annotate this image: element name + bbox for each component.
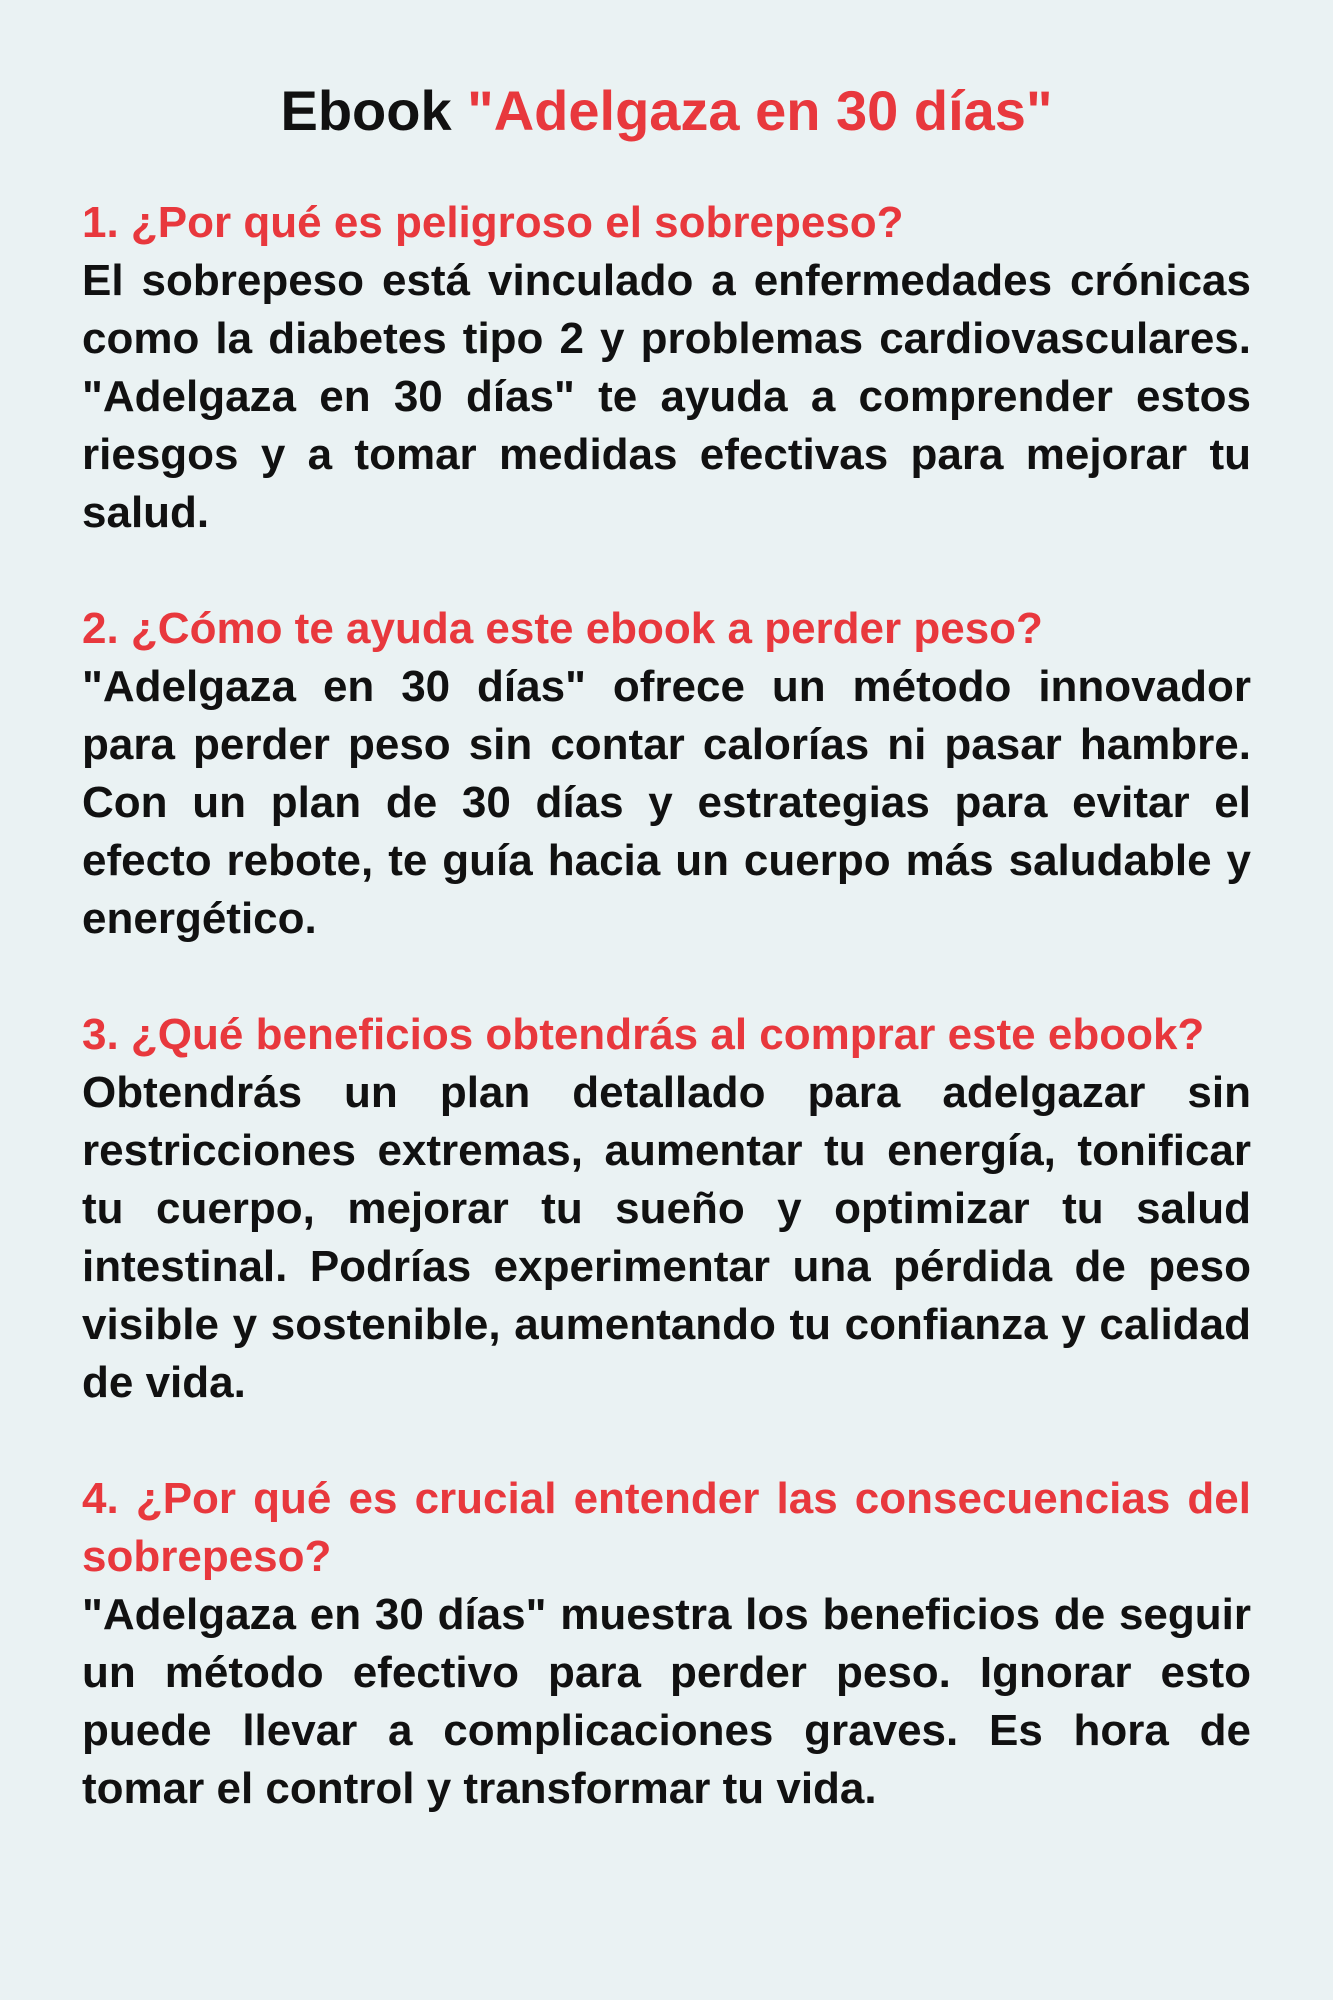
section-body: Obtendrás un plan detallado para adelgazar sin restricciones extremas, aumentar tu energía, tonificar tu cuerpo, mejorar tu sueño y optimizar tu salud intestinal. Podrías experimentar una pérdida de peso visible y sostenible, aumentando tu confianza y calidad de vida.: [82, 1068, 1251, 1407]
section-heading: 1. ¿Por qué es peligroso el sobrepeso?: [82, 198, 904, 247]
section-4: [82, 1470, 1251, 1818]
title-prefix: Ebook: [280, 79, 452, 142]
title-highlight: "Adelgaza en 30 días": [467, 79, 1053, 142]
section-body: "Adelgaza en 30 días" ofrece un método innovador para perder peso sin contar calorías ni pasar hambre. Con un plan de 30 días y estrategias para evitar el efecto rebote, te guía hacia un cuerpo más saludable y energético.: [82, 662, 1251, 943]
section-3: [82, 1006, 1251, 1412]
section-heading: 2. ¿Cómo te ayuda este ebook a perder peso?: [82, 604, 1043, 653]
section-body: El sobrepeso está vinculado a enfermedades crónicas como la diabetes tipo 2 y problemas cardiovasculares. "Adelgaza en 30 días" te ayuda a comprender estos riesgos y a tomar medidas efectivas para mejorar tu salud.: [82, 256, 1251, 537]
section-1: [82, 194, 1251, 542]
section-body: "Adelgaza en 30 días" muestra los beneficios de seguir un método efectivo para perder peso. Ignorar esto puede llevar a complicaciones graves. Es hora de tomar el control y transformar tu vida.: [82, 1590, 1251, 1813]
section-heading: 3. ¿Qué beneficios obtendrás al comprar este ebook?: [82, 1010, 1205, 1059]
page-title: [82, 76, 1251, 146]
section-heading: 4. ¿Por qué es crucial entender las consecuencias del sobrepeso?: [82, 1474, 1251, 1581]
section-2: [82, 600, 1251, 948]
